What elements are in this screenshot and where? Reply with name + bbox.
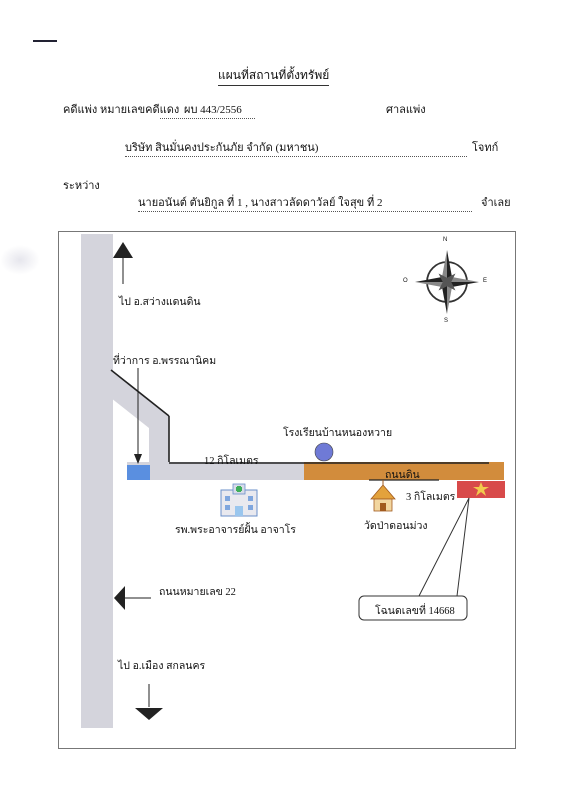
compass-s: S (444, 318, 449, 324)
compass-rose-icon (415, 250, 479, 314)
between-label: ระหว่าง (63, 180, 100, 192)
case-label: คดีแพ่ง หมายเลขคดีแดง (63, 104, 180, 116)
label-school: โรงเรียนบ้านหนองหวาย (283, 428, 393, 439)
defendants-name: นายอนันต์ ตันยิกูล ที่ 1 , นางสาวลัดดาวัลย์ ใจสุข ที่ 2 (138, 193, 472, 212)
plaintiff-role: โจทก์ (472, 142, 499, 154)
label-district-office: ที่ว่าการ อ.พรรณานิคม (113, 356, 217, 367)
scan-mark (33, 40, 57, 42)
deed-callout-pointer (419, 498, 469, 596)
label-distance-3: 3 กิโลเมตร (406, 492, 456, 503)
compass-n: N (443, 237, 448, 243)
hospital-icon (221, 484, 257, 516)
north-arrow-icon (113, 242, 133, 258)
label-to-north: ไป อ.สว่างแดนดิน (119, 297, 201, 308)
page-title: แผนที่สถานที่ตั้งทรัพย์ (218, 66, 329, 86)
label-deed: โฉนดเลขที่ 14668 (375, 606, 455, 617)
district-office-marker (127, 465, 150, 480)
defendant-role: จำเลย (481, 197, 511, 209)
south-arrow-icon (135, 708, 163, 720)
temple-icon (371, 480, 395, 511)
court-name: ศาลแพ่ง (386, 104, 426, 116)
compass-w: O (403, 278, 408, 284)
label-hospital: รพ.พระอาจารย์ฝั้น อาจาโร (175, 525, 296, 536)
case-number: ผบ 443/2556 (160, 100, 255, 119)
location-map (58, 231, 516, 749)
west-arrow-icon (114, 586, 125, 610)
compass-e: E (483, 278, 488, 284)
label-highway: ถนนหมายเลข 22 (159, 587, 236, 598)
label-dirt-road: ถนนดิน (385, 470, 420, 481)
school-marker (315, 443, 333, 461)
label-distance-12: 12 กิโลเมตร (204, 456, 259, 467)
label-to-south: ไป อ.เมือง สกลนคร (118, 661, 206, 672)
plaintiff-name: บริษัท สินมั่นคงประกันภัย จำกัด (มหาชน) (125, 138, 467, 157)
label-temple: วัดป่าดอนม่วง (364, 521, 428, 532)
scan-smudge (0, 245, 40, 275)
highway-road (81, 234, 113, 728)
